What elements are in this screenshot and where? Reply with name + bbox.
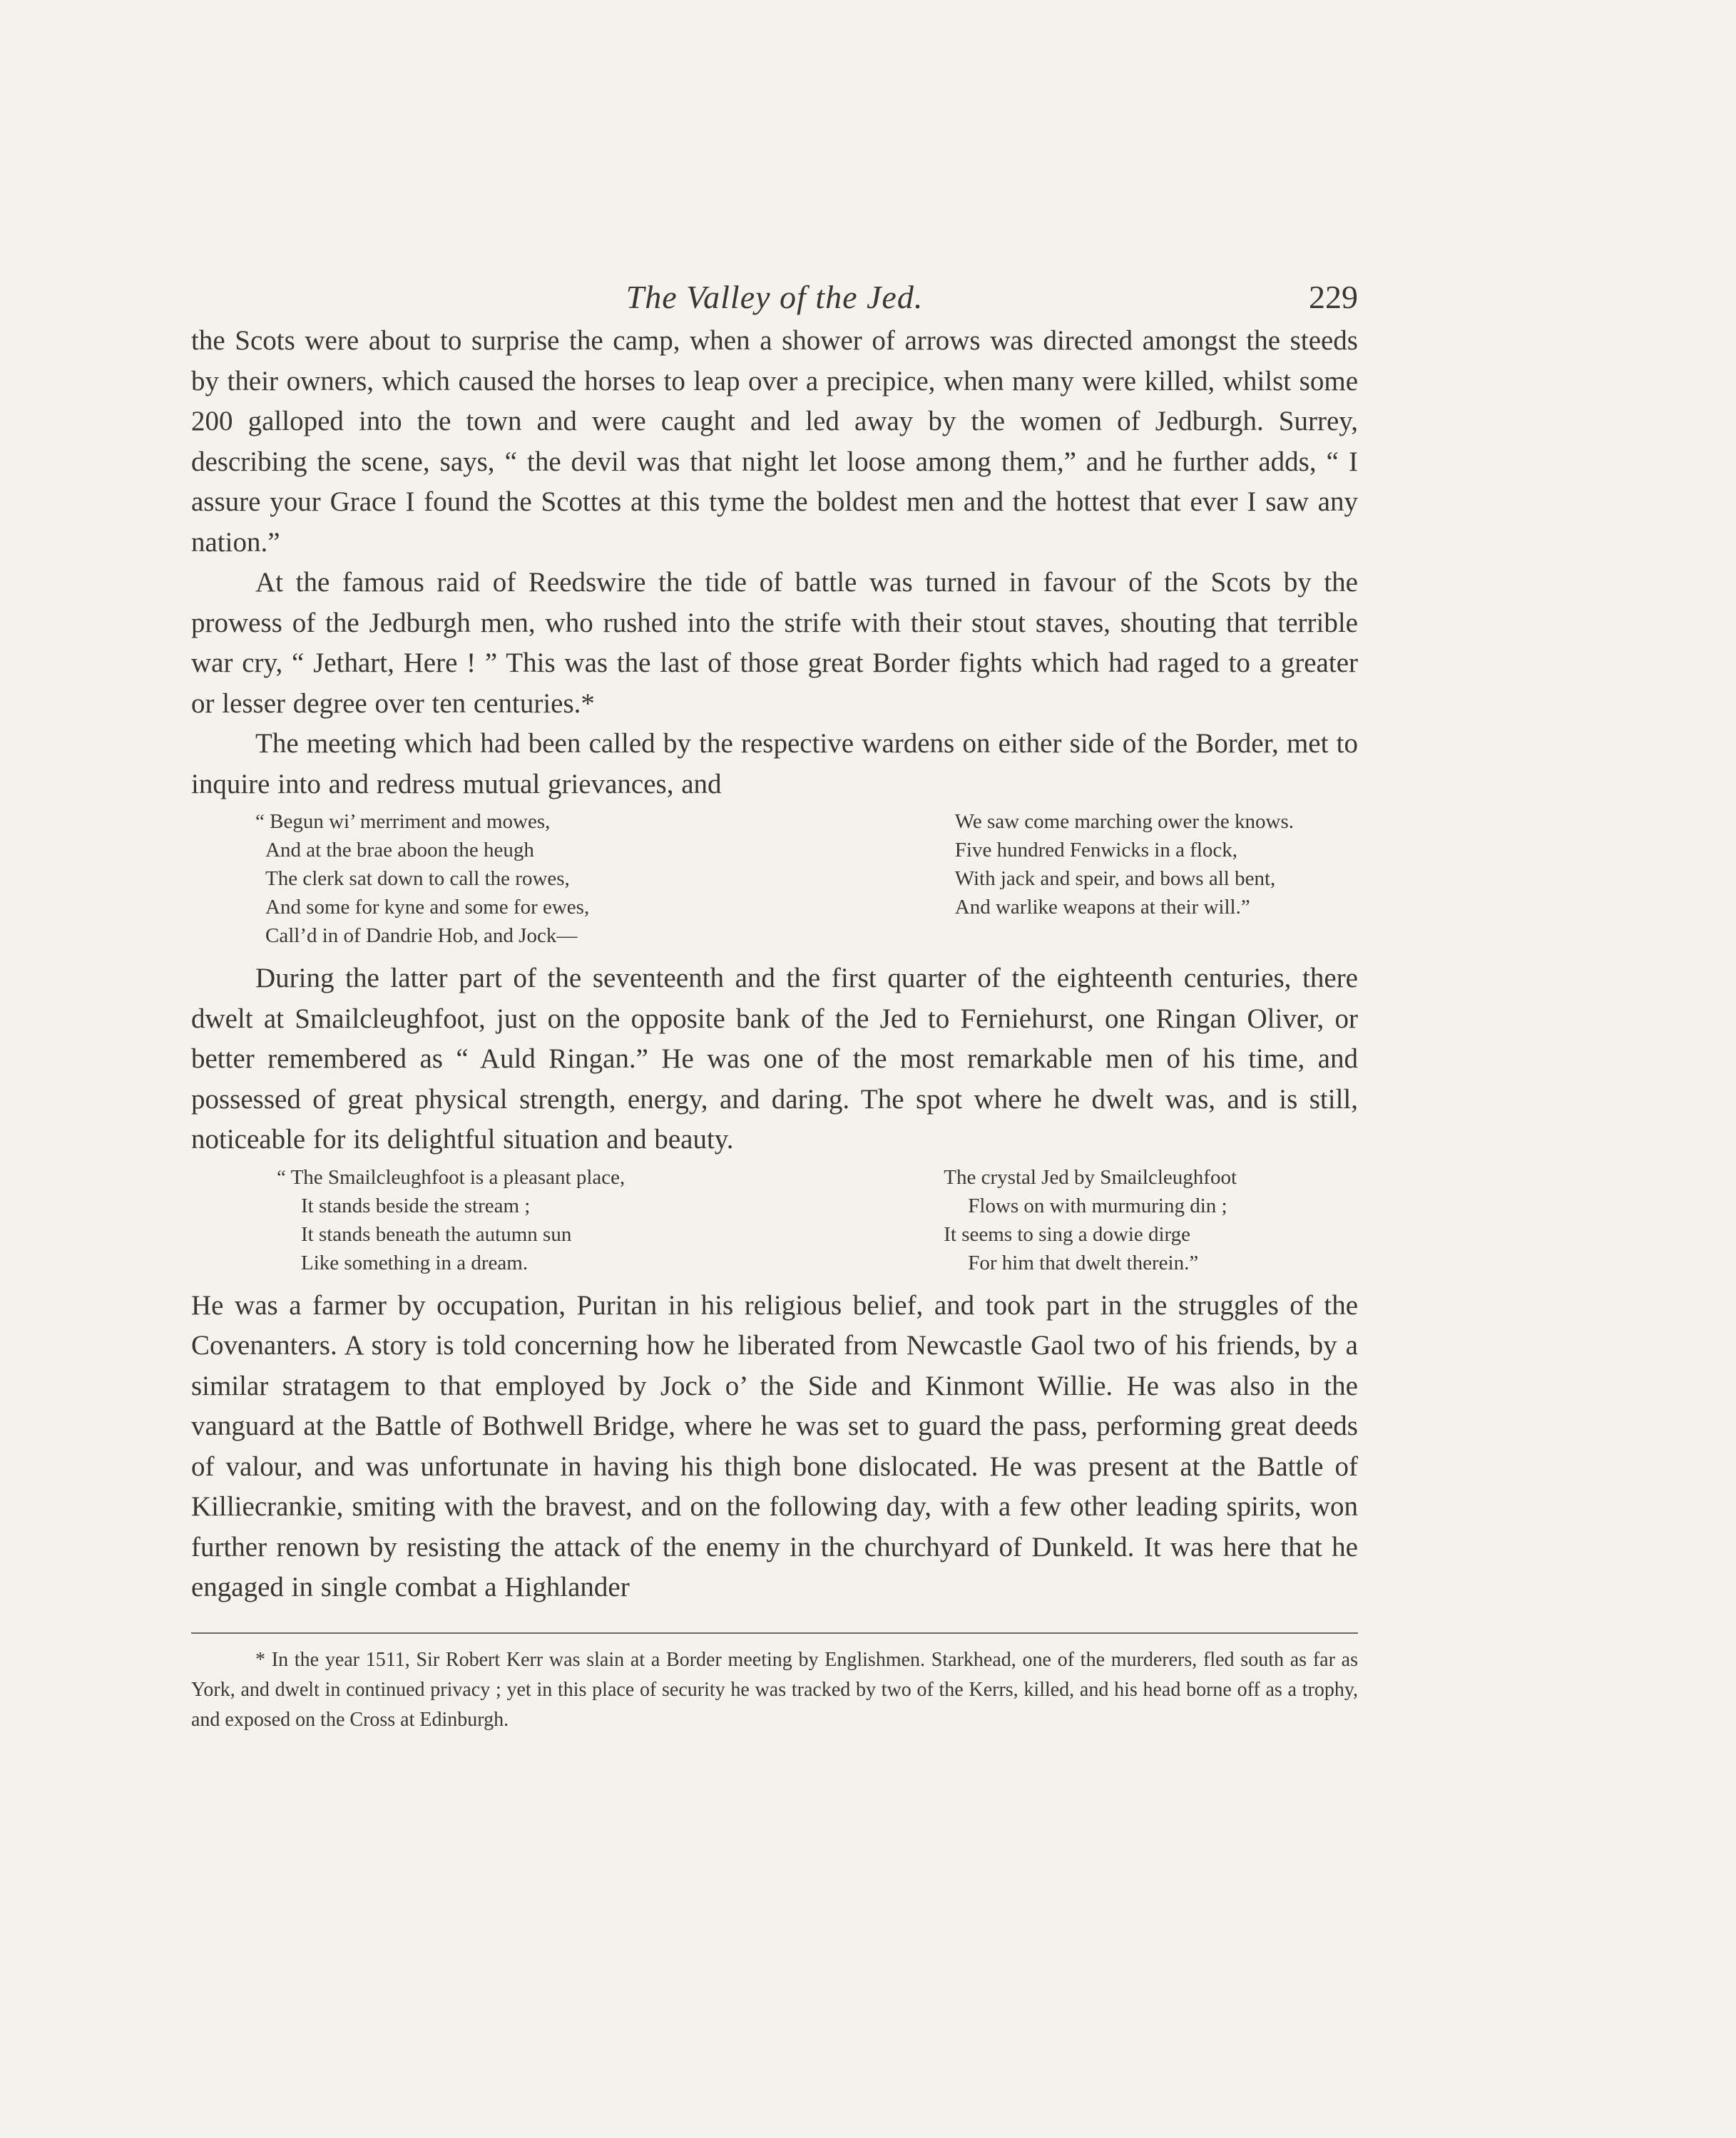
paragraph-1: the Scots were about to surprise the camp, when a shower of arrows was directed amongst the steeds by their owners, which caused the horses to leap over a precipice, when many were killed, whilst some 200 galloped into the town and were caught and led away by the women of Jedburgh. Surrey, describing the scene, says, “ the devil was that night let loose among them,” and he further adds, “ I assure your Grace I found the Scottes at this tyme the boldest men and the hottest that ever I saw any nation.” xyxy=(191,325,1358,558)
verse-line: The clerk sat down to call the rowes, xyxy=(265,867,570,890)
verse-column-right xyxy=(955,807,1294,950)
verse-line: Call’d in of Dandrie Hob, and Jock— xyxy=(265,924,578,947)
running-head xyxy=(191,278,1358,321)
verse-line: With jack and speir, and bows all bent, xyxy=(954,867,1276,890)
footnote: * In the year 1511, Sir Robert Kerr was slain at a Border meeting by Englishmen. Starkhead, one of the murderers, fled south as far as York, and dwelt in continued privacy ; yet in this place of security he was tracked by two of the Kerrs, killed, and his head borne off as a trophy, and exposed on the Cross at Edinburgh. xyxy=(191,1648,1358,1731)
verse-line: “ The Smailcleughfoot is a pleasant place, xyxy=(277,1165,626,1189)
ballad-verse-smailcleughfoot xyxy=(191,1163,1358,1277)
verse-column-right xyxy=(944,1163,1237,1277)
paragraph-2: At the famous raid of Reedswire the tide of battle was turned in favour of the Scots by the prowess of the Jedburgh men, who rushed into the strife with their stout staves, shouting that terrible war cry, “ Jethart, Here ! ” This was the last of those great Border fights which had raged to a greater or lesser degree over ten centuries.* xyxy=(191,567,1358,719)
verse-line: Flows on with murmuring din ; xyxy=(968,1194,1227,1217)
paragraph-4: During the latter part of the seventeenth and the first quarter of the eighteenth centuries, there dwelt at Smailcleughfoot, just on the opposite bank of the Jed to Ferniehurst, one Ringan Oliver, or better remembered as “ Auld Ringan.” He was one of the most remarkable men of his time, and possessed of great physical strength, energy, and daring. The spot where he dwelt was, and is still, noticeable for its delightful situation and beauty. xyxy=(191,963,1358,1155)
verse-line: It seems to sing a dowie dirge xyxy=(944,1222,1191,1246)
verse-line: We saw come marching ower the knows. xyxy=(954,810,1294,833)
verse-column-left xyxy=(277,1163,625,1277)
verse-line: The crystal Jed by Smailcleughfoot xyxy=(944,1165,1237,1189)
running-title: The Valley of the Jed. xyxy=(626,279,924,315)
footnote-rule xyxy=(191,1632,1358,1634)
verse-column-left xyxy=(255,807,589,950)
page xyxy=(191,278,1358,1735)
verse-line: Five hundred Fenwicks in a flock, xyxy=(954,839,1238,861)
verse-line: And some for kyne and some for ewes, xyxy=(265,896,590,919)
paragraph-5: He was a farmer by occupation, Puritan in his religious belief, and took part in the struggles of the Covenanters. A story is told concerning how he liberated from Newcastle Gaol two of his friends, by a similar stratagem to that employed by Jock o’ the Side and Kinmont Willie. He was also in the vanguard at the Battle of Bothwell Bridge, where he was set to guard the pass, performing great deeds of valour, and was unfortunate in having his thigh bone dislocated. He was present at the Battle of Killiecrankie, smiting with the bravest, and on the following day, with a few other leading spirits, won further renown by resisting the attack of the enemy in the churchyard of Dunkeld. It was here that he engaged in single combat a Highlander xyxy=(191,1289,1358,1602)
verse-line: And warlike weapons at their will.” xyxy=(954,896,1250,919)
verse-line: “ Begun wi’ merriment and mowes, xyxy=(255,810,551,833)
verse-line: It stands beside the stream ; xyxy=(301,1194,531,1217)
page-number: 229 xyxy=(1309,279,1358,315)
verse-line: Like something in a dream. xyxy=(301,1251,529,1274)
paragraph-3: The meeting which had been called by the respective wardens on either side of the Border, met to inquire into and redress mutual grievances, and xyxy=(191,728,1358,799)
verse-line: For him that dwelt therein.” xyxy=(968,1251,1199,1274)
verse-line: And at the brae aboon the heugh xyxy=(265,839,534,861)
ballad-verse-reedswire xyxy=(191,807,1358,950)
verse-line: It stands beneath the autumn sun xyxy=(301,1222,572,1246)
